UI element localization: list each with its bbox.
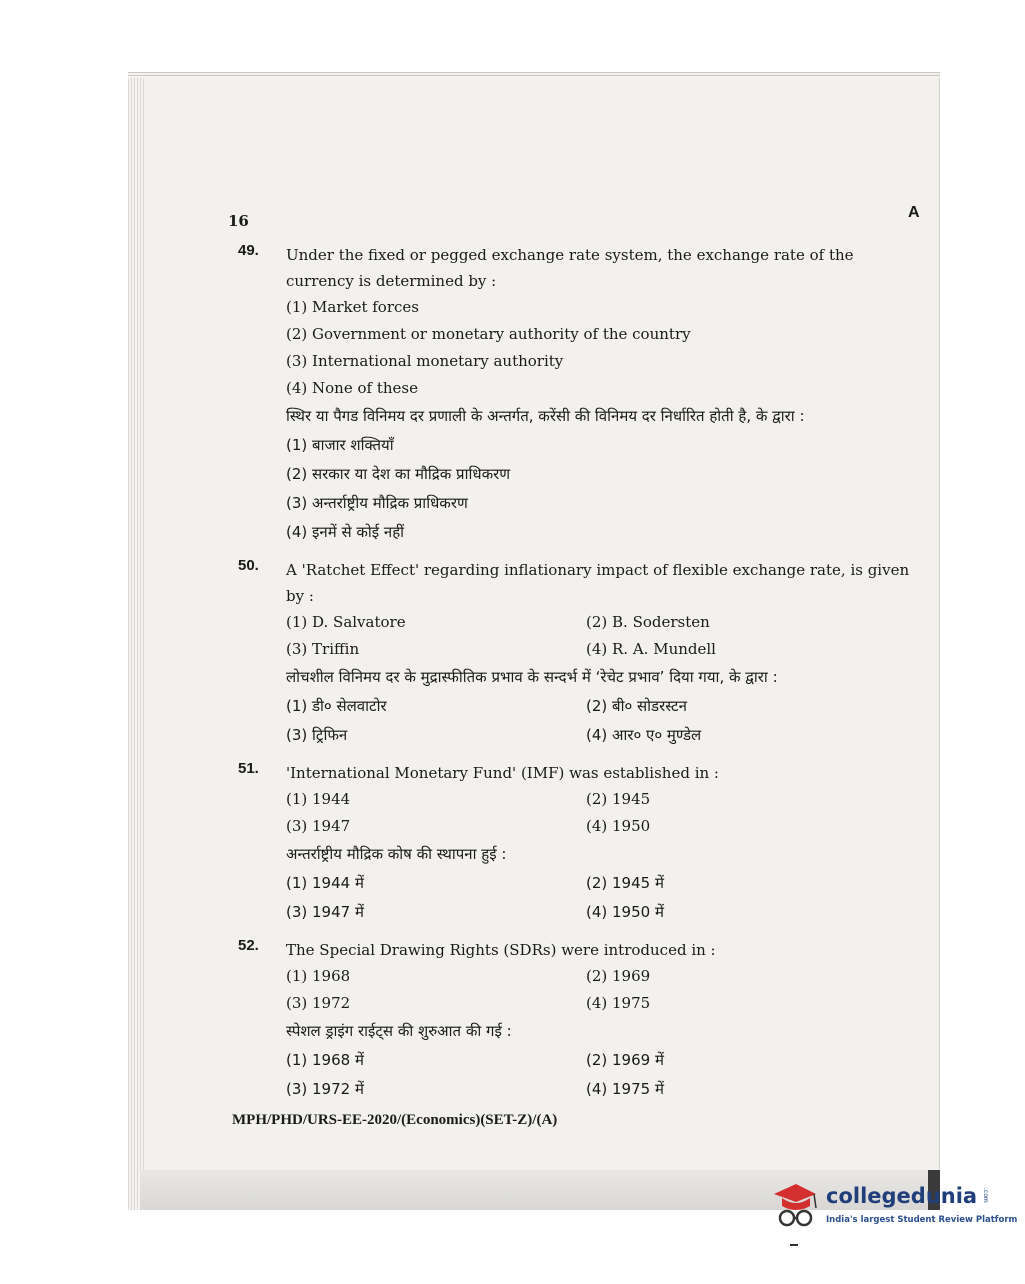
- sheet-stack-edge: [128, 72, 144, 1210]
- option: (4) 1975 में: [586, 1080, 664, 1098]
- option: (1) Market forces: [286, 298, 419, 316]
- question-52: [238, 937, 918, 1104]
- option: (4) इनमें से कोई नहीं: [286, 523, 405, 541]
- graduate-logo-icon: [770, 1180, 820, 1232]
- option: (1) 1944: [286, 790, 351, 808]
- option: (3) 1947: [286, 817, 351, 835]
- option: (4) 1975: [586, 994, 651, 1012]
- option: (4) R. A. Mundell: [586, 640, 716, 658]
- option: (3) अन्तर्राष्ट्रीय मौद्रिक प्राधिकरण: [286, 494, 468, 512]
- question-text-hi: अन्तर्राष्ट्रीय मौद्रिक कोष की स्थापना हुई :: [286, 845, 507, 863]
- option: (1) 1944 में: [286, 874, 364, 892]
- option: (2) सरकार या देश का मौद्रिक प्राधिकरण: [286, 465, 511, 483]
- question-text-hi: लोचशील विनिमय दर के मुद्रास्फीतिक प्रभाव के सन्दर्भ में ‘रेचेट प्रभाव’ दिया गया, के द्वारा :: [286, 668, 778, 686]
- option: (1) D. Salvatore: [286, 613, 406, 631]
- question-list: [238, 242, 918, 1104]
- question-text-en: Under the fixed or pegged exchange rate system, the exchange rate of the currency is determined by :: [286, 246, 854, 290]
- scan-mark: [790, 1244, 798, 1246]
- option: (3) Triffin: [286, 640, 360, 658]
- option: (2) 1969 में: [586, 1051, 664, 1069]
- option: (1) बाजार शक्तियाँ: [286, 436, 394, 454]
- option: (3) International monetary authority: [286, 352, 564, 370]
- option: (3) 1972: [286, 994, 351, 1012]
- option: (1) डी० सेलवाटोर: [286, 697, 387, 715]
- option: (4) 1950: [586, 817, 651, 835]
- sheet-stack-top: [128, 72, 940, 78]
- question-51: [238, 760, 918, 927]
- question-number: 51.: [238, 760, 259, 777]
- question-number: 49.: [238, 242, 259, 259]
- question-text-hi: स्पेशल ड्राइंग राईट्स की शुरुआत की गई :: [286, 1022, 512, 1040]
- option: (2) B. Sodersten: [586, 613, 710, 631]
- page-number: 16: [228, 212, 249, 230]
- question-text-en: A 'Ratchet Effect' regarding inflationary impact of flexible exchange rate, is given by :: [286, 561, 910, 605]
- question-50: [238, 557, 918, 750]
- option: (3) ट्रिफिन: [286, 726, 348, 744]
- brand-domain: .com: [982, 1188, 989, 1203]
- option: (2) Government or monetary authority of the country: [286, 325, 691, 343]
- option: (2) 1945 में: [586, 874, 664, 892]
- option: (4) 1950 में: [586, 903, 664, 921]
- option: (2) बी० सोडरस्टन: [586, 697, 687, 715]
- option: (1) 1968 में: [286, 1051, 364, 1069]
- option: (2) 1945: [586, 790, 651, 808]
- option: (4) आर० ए० मुण्डेल: [586, 726, 702, 744]
- option: (3) 1947 में: [286, 903, 364, 921]
- option: (3) 1972 में: [286, 1080, 364, 1098]
- question-number: 52.: [238, 937, 259, 954]
- brand-tagline: India's largest Student Review Platform: [826, 1215, 1018, 1225]
- collegedunia-watermark: [770, 1180, 1018, 1240]
- option: (2) 1969: [586, 967, 651, 985]
- question-text-hi: स्थिर या पैगड विनिमय दर प्रणाली के अन्तर्गत, करेंसी की विनिमय दर निर्धारित होती है, के द्वारा :: [286, 407, 805, 425]
- question-text-en: 'International Monetary Fund' (IMF) was established in :: [286, 764, 719, 782]
- set-mark: A: [908, 204, 920, 221]
- option: (1) 1968: [286, 967, 351, 985]
- paper-code: MPH/PHD/URS-EE-2020/(Economics)(SET-Z)/(A): [232, 1112, 558, 1128]
- question-number: 50.: [238, 557, 259, 574]
- question-49: [238, 242, 918, 547]
- option: (4) None of these: [286, 379, 418, 397]
- brand-name: collegedunia: [826, 1184, 978, 1208]
- question-text-en: The Special Drawing Rights (SDRs) were introduced in :: [286, 941, 716, 959]
